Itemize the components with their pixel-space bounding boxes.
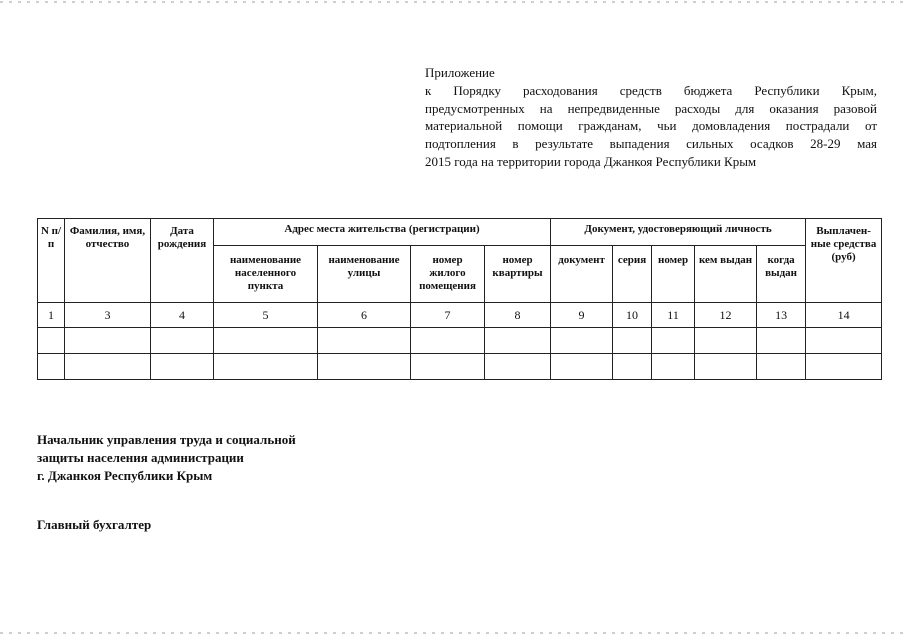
column-number: 11	[652, 303, 695, 328]
table-cell	[214, 328, 318, 354]
column-number: 6	[318, 303, 411, 328]
column-number: 10	[613, 303, 652, 328]
table-cell	[613, 354, 652, 380]
column-number: 14	[806, 303, 882, 328]
column-number: 1	[38, 303, 65, 328]
column-number: 8	[485, 303, 551, 328]
header-issued-by: кем выдан	[695, 246, 757, 303]
table-cell	[411, 354, 485, 380]
table-row	[38, 328, 882, 354]
table-cell	[214, 354, 318, 380]
header-apartment: номер квартиры	[485, 246, 551, 303]
table-cell	[318, 354, 411, 380]
signature-block	[37, 431, 296, 485]
table-cell	[695, 354, 757, 380]
table-cell	[318, 328, 411, 354]
header-paid: Выплачен-ные средства (руб)	[806, 219, 882, 303]
header-document: документ	[551, 246, 613, 303]
header-street: наименование улицы	[318, 246, 411, 303]
table-cell	[806, 354, 882, 380]
table-cell	[551, 354, 613, 380]
scan-edge-bottom	[0, 632, 905, 634]
appendix-line: материальной помощи гражданам, чьи домовладения пострадали от	[425, 118, 877, 134]
table-cell	[806, 328, 882, 354]
table-cell	[151, 354, 214, 380]
column-number: 3	[65, 303, 151, 328]
recipients-table	[37, 218, 882, 380]
appendix-block	[425, 64, 877, 171]
header-series: серия	[613, 246, 652, 303]
signature-line: г. Джанкоя Республики Крым	[37, 468, 213, 483]
column-number: 12	[695, 303, 757, 328]
table-cell	[652, 354, 695, 380]
table-cell	[151, 328, 214, 354]
column-number: 13	[757, 303, 806, 328]
header-birth: Дата рождения	[151, 219, 214, 303]
table-cell	[613, 328, 652, 354]
header-house-number: номер жилого помещения	[411, 246, 485, 303]
table-cell	[38, 354, 65, 380]
table-cell	[695, 328, 757, 354]
header-number: номер	[652, 246, 695, 303]
signature-line: защиты населения администрации	[37, 450, 244, 465]
table-cell	[757, 354, 806, 380]
column-number-row	[38, 303, 882, 328]
table-cell	[38, 328, 65, 354]
table-cell	[65, 354, 151, 380]
column-number: 4	[151, 303, 214, 328]
table-cell	[65, 328, 151, 354]
table-cell	[652, 328, 695, 354]
scan-edge-top	[0, 1, 905, 3]
header-address-group: Адрес места жительства (регистрации)	[214, 219, 551, 246]
header-name: Фамилия, имя, отчество	[65, 219, 151, 303]
appendix-title: Приложение	[425, 65, 495, 80]
table-row	[38, 354, 882, 380]
appendix-line: подтопления в результате выпадения сильных осадков 28-29 мая	[425, 136, 877, 152]
appendix-line: к Порядку расходования средств бюджета Республики Крым,	[425, 82, 877, 98]
header-num: N п/п	[38, 219, 65, 303]
appendix-line: предусмотренных на непредвиденные расходы для оказания разовой	[425, 100, 877, 116]
table-cell	[757, 328, 806, 354]
signature-line: Начальник управления труда и социальной	[37, 432, 296, 447]
header-document-group: Документ, удостоверяющий личность	[551, 219, 806, 246]
appendix-line: 2015 года на территории города Джанкоя Республики Крым	[425, 153, 757, 169]
column-number: 5	[214, 303, 318, 328]
header-issued-when: когда выдан	[757, 246, 806, 303]
column-number: 9	[551, 303, 613, 328]
chief-accountant-label: Главный бухгалтер	[37, 517, 152, 532]
table-cell	[551, 328, 613, 354]
header-settlement: наименование населенного пункта	[214, 246, 318, 303]
table-cell	[485, 328, 551, 354]
column-number: 7	[411, 303, 485, 328]
table-cell	[411, 328, 485, 354]
table-cell	[485, 354, 551, 380]
